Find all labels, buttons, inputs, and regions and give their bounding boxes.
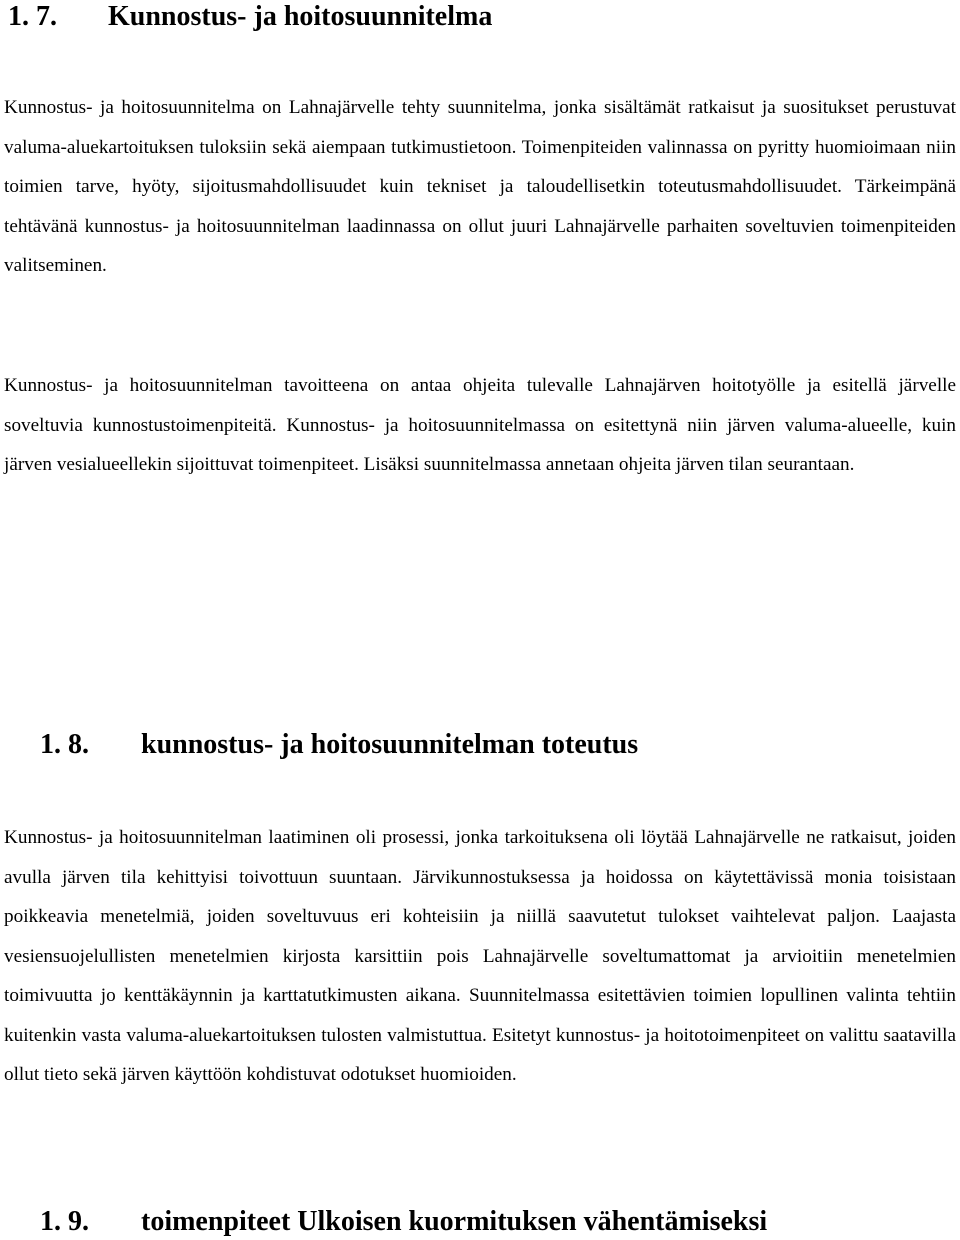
paragraph: Kunnostus- ja hoitosuunnitelma on Lahnajärvelle tehty suunnitelma, jonka sisältämät ratkaisut ja suositukset perustuvat valuma-aluekartoituksen tuloksiin sekä aiempaan tutkimustietoon. Toimenpiteiden valinnassa on pyritty huomioimaan niin toimien tarve, hyöty, sijoitusmahdollisuudet kuin tekniset ja taloudellisetkin toteutusmahdollisuudet. Tärkeimpänä tehtävänä kunnostus- ja hoitosuunnitelman laadinnassa on ollut juuri Lahnajärvelle parhaiten soveltuvien toimenpiteiden valitseminen. (4, 97, 956, 276)
paragraph: Kunnostus- ja hoitosuunnitelman laatiminen oli prosessi, jonka tarkoituksena oli löytää Lahnajärvelle ne ratkaisut, joiden avulla järven tila kehittyisi toivottuun suuntaan. Järvikunnostuksessa ja hoidossa on käytettävissä monia toisistaan poikkeavia menetelmiä, joiden soveltuvuus eri kohteisiin ja niillä saavutetut tulokset vaihtelevat paljon. Laajasta vesiensuojelullisten menetelmien kirjosta karsittiin pois Lahnajärvelle soveltumattomat ja arvioitiin menetelmien toimivuutta jo kenttäkäynnin ja karttatutkimusten aikana. Suunnitelmassa esitettävien toimien lopullinen valinta tehtiin kuitenkin vasta valuma-aluekartoituksen tulosten valmistuttua. Esitetyt kunnostus- ja hoitotoimenpiteet on valittu saatavilla ollut tieto sekä järven käyttöön kohdistuvat odotukset huomioiden. (4, 827, 956, 1085)
section-number: 1. 8. (40, 729, 89, 760)
section-number: 1. 9. (40, 1206, 89, 1237)
section-title: Kunnostus- ja hoitosuunnitelma (108, 1, 493, 32)
paragraph: Kunnostus- ja hoitosuunnitelman tavoitteena on antaa ohjeita tulevalle Lahnajärven hoitotyölle ja esitellä järvelle soveltuvia kunnostustoimenpiteitä. Kunnostus- ja hoitosuunnitelmassa on esitettynä niin järven valuma-alueelle, kuin järven vesialueellekin sijoittuvat toimenpiteet. Lisäksi suunnitelmassa annetaan ohjeita järven tilan seurantaan. (4, 375, 956, 475)
section-title: toimenpiteet Ulkoisen kuormituksen vähentämiseksi (141, 1206, 768, 1237)
section-heading-1-7 (8, 0, 492, 34)
section-heading-1-9 (40, 1205, 767, 1239)
section-heading-1-8 (40, 728, 638, 762)
section-number: 1. 7. (8, 1, 57, 32)
section-title: kunnostus- ja hoitosuunnitelman toteutus (141, 729, 639, 760)
